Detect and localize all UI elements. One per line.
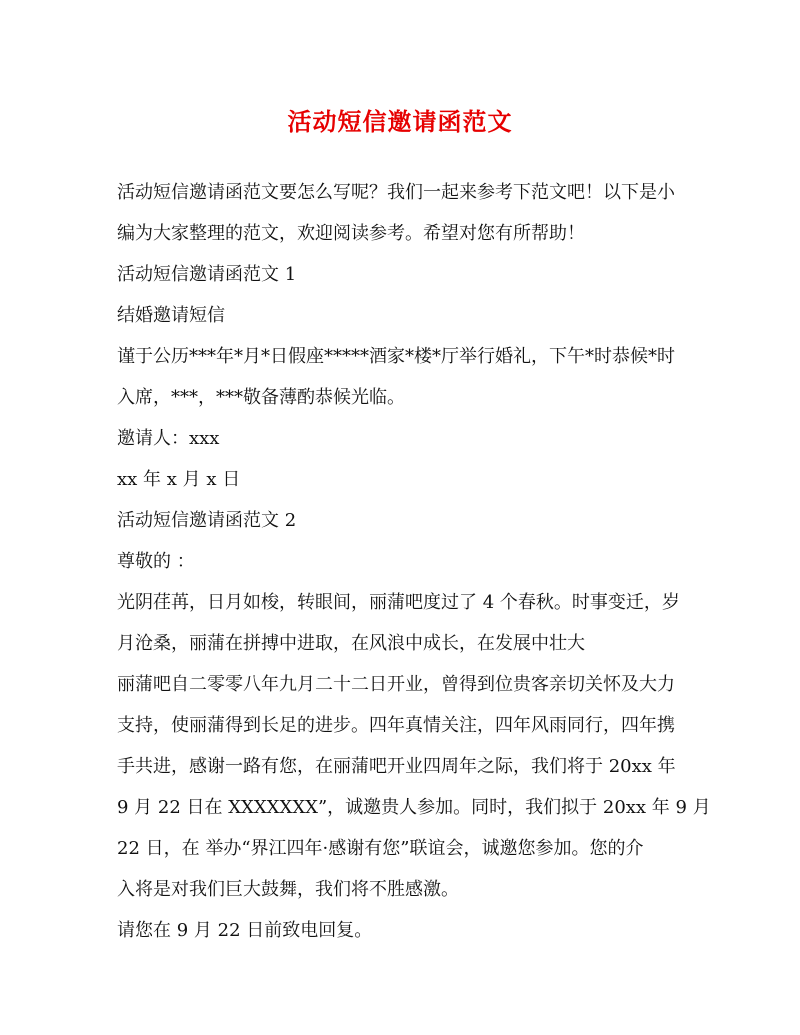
body-line: 入席，***，***敬备薄酌恭候光临。 — [117, 387, 405, 408]
document-body — [117, 172, 711, 951]
body-line: 22 日，在 举办“界江四年·感谢有您”联谊会，诚邀您参加。您的介 — [117, 838, 644, 859]
section-heading: 活动短信邀请函范文 1 — [117, 264, 297, 285]
body-line: 支持，使丽蒲得到长足的进步。四年真情关注，四年风雨同行，四年携 — [117, 715, 675, 736]
section-heading: 活动短信邀请函范文 2 — [117, 510, 297, 531]
body-line: 编为大家整理的范文，欢迎阅读参考。希望对您有所帮助！ — [117, 223, 585, 244]
body-line: 结婚邀请短信 — [117, 305, 225, 326]
body-line: xx 年 x 月 x 日 — [117, 469, 241, 490]
body-line: 请您在 9 月 22 日前致电回复。 — [117, 920, 373, 941]
body-line: 邀请人：xxx — [117, 428, 220, 449]
body-line: 尊敬的 ： — [117, 551, 195, 572]
body-line: 月沧桑，丽蒲在拼搏中进取，在风浪中成长，在发展中壮大 — [117, 633, 585, 654]
body-line: 手共进，感谢一路有您，在丽蒲吧开业四周年之际，我们将于 20xx 年 — [117, 756, 676, 777]
body-line: 活动短信邀请函范文要怎么写呢？我们一起来参考下范文吧！以下是小 — [117, 182, 675, 203]
document-title: 活动短信邀请函范文 — [287, 107, 513, 136]
body-line: 入将是对我们巨大鼓舞，我们将不胜感激。 — [117, 879, 459, 900]
body-line: 9 月 22 日在 XXXXXXX”，诚邀贵人参加。同时，我们拟于 20xx 年 9 月 — [117, 797, 711, 818]
body-line: 丽蒲吧自二零零八年九月二十二日开业，曾得到位贵客亲切关怀及大力 — [117, 674, 675, 695]
body-line: 光阴荏苒，日月如梭，转眼间，丽蒲吧度过了 4 个春秋。时事变迁，岁 — [117, 592, 680, 613]
body-line: 谨于公历***年*月*日假座*****酒家*楼*厅举行婚礼，下午*时恭候*时 — [117, 346, 675, 367]
